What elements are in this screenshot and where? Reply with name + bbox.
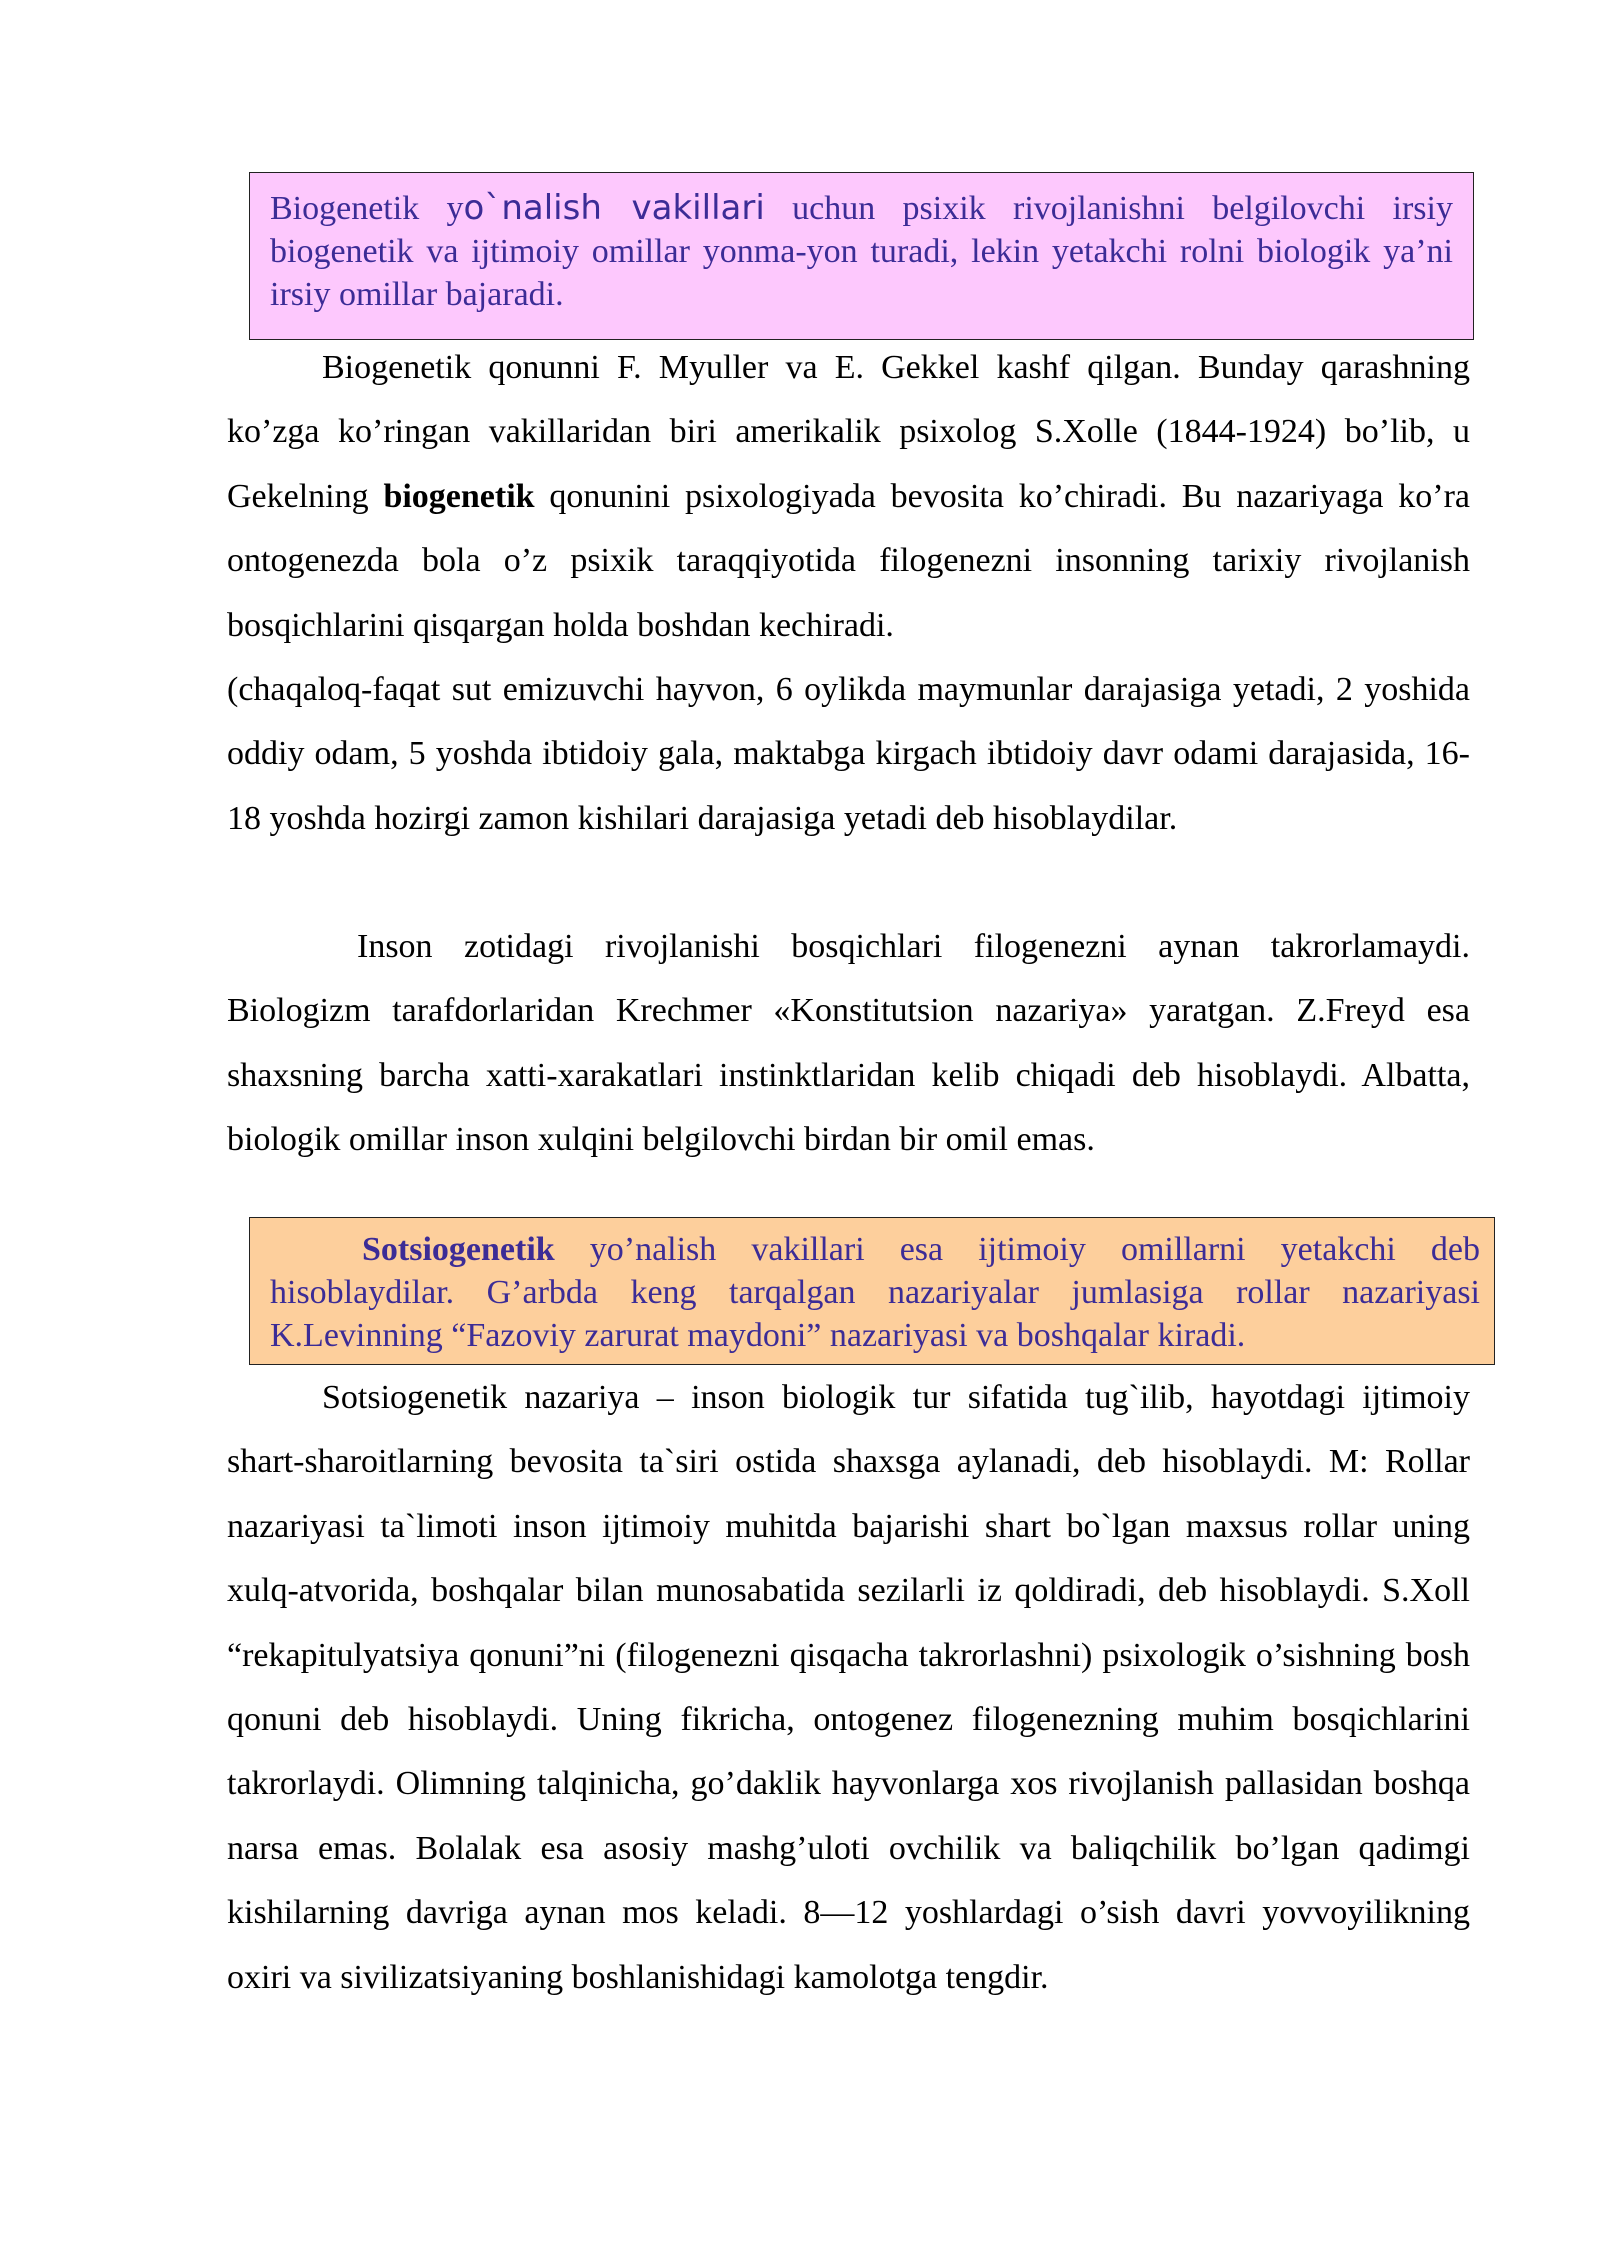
paragraph-biogenetic-law bbox=[227, 336, 1470, 658]
box1-text-rest: uchun psixik rivojlanishni belgilovchi irsiy biogenetik va ijtimoiy omillar yonma-yon turadi, lekin yetakchi rolni biologik ya’ni irsiy omillar bajaradi. bbox=[270, 190, 1453, 313]
paragraph-biologism: Inson zotidagi rivojlanishi bosqichlari filogenezni aynan takrorlamaydi. Biologizm tarafdorlaridan Krechmer «Konstitutsion nazariya» yaratgan. Z.Freyd esa shaxsning barcha xatti-xarakatlari instinktlaridan kelib chiqadi deb hisoblaydi. Albatta, biologik omillar inson xulqini belgilovchi birdan bir omil emas. bbox=[227, 928, 1470, 1159]
biogenetic-highlight-box bbox=[249, 172, 1474, 340]
paragraph-text-cont: qonunini psixologiyada bevosita ko’chiradi. Bu nazariyaga ko’ra ontogenezda bola o’z psixik taraqqiyotida filogenezni insonning tarixiy rivojlanish bosqichlarini qisqargan holda boshdan kechiradi. bbox=[227, 477, 1470, 644]
bold-term: biogenetik bbox=[383, 477, 535, 515]
box2-lead-term: Sotsiogenetik bbox=[362, 1231, 555, 1268]
sociogenetic-highlight-box bbox=[249, 1217, 1495, 1365]
paragraph-sociogenetic-theory: Sotsiogenetik nazariya – inson biologik tur sifatida tug`ilib, hayotdagi ijtimoiy shart-sharoitlarning bevosita ta`siri ostida shaxsga aylanadi, deb hisoblaydi. M: Rollar nazariyasi ta`limoti inson ijtimoiy muhitda bajarishi shart bo`lgan maxsus rollar uning xulq-atvorida, boshqalar bilan munosabatida sezilarli iz qoldiradi, deb hisoblaydi. S.Xoll “rekapitulyatsiya qonuni”ni (filogenezni qisqacha takrorlashni) psixologik o’sishning bosh qonuni deb hisoblaydi. Uning fikricha, ontogenez filogenezning muhim bosqichlarini takrorlaydi. Olimning talqinicha, go’daklik hayvonlarga xos rivojlanish pallasidan boshqa narsa emas. Bolalak esa asosiy mashg’uloti ovchilik va baliqchilik bo’lgan qadimgi kishilarning davriga aynan mos keladi. 8—12 yoshlardagi o’sish davri yovvoyilikning oxiri va sivilizatsiyaning boshlanishidagi kamolotga tengdir. bbox=[227, 1379, 1470, 1996]
box1-text-start: Biogenetik y bbox=[270, 190, 464, 227]
paragraph-text: Biogenetik qonunni F. Myuller va E. Gekkel kashf qilgan. Bunday qarashning ko’zga ko’ringan vakillaridan biri amerikalik psixolog S.Xolle (1844-1924) bo’lib, u Gekelning bbox=[227, 349, 1470, 515]
box2-text: yo’nalish vakillari esa ijtimoiy omillarni yetakchi deb hisoblaydilar. G’arbda keng tarqalgan nazariyalar jumlasiga rollar nazariyasi K.Levinning “Fazoviy zarurat maydoni” nazariyasi va boshqalar kiradi. bbox=[270, 1231, 1480, 1354]
paragraph-stages: (chaqaloq-faqat sut emizuvchi hayvon, 6 oylikda maymunlar darajasiga yetadi, 2 yoshida oddiy odam, 5 yoshda ibtidoiy gala, maktabga kirgach ibtidoiy davr odami darajasida, 16-18 yoshda hozirgi zamon kishilari darajasiga yetadi deb hisoblaydilar. bbox=[227, 671, 1470, 837]
box1-accent-text: o`nalish vakillari bbox=[463, 188, 765, 228]
